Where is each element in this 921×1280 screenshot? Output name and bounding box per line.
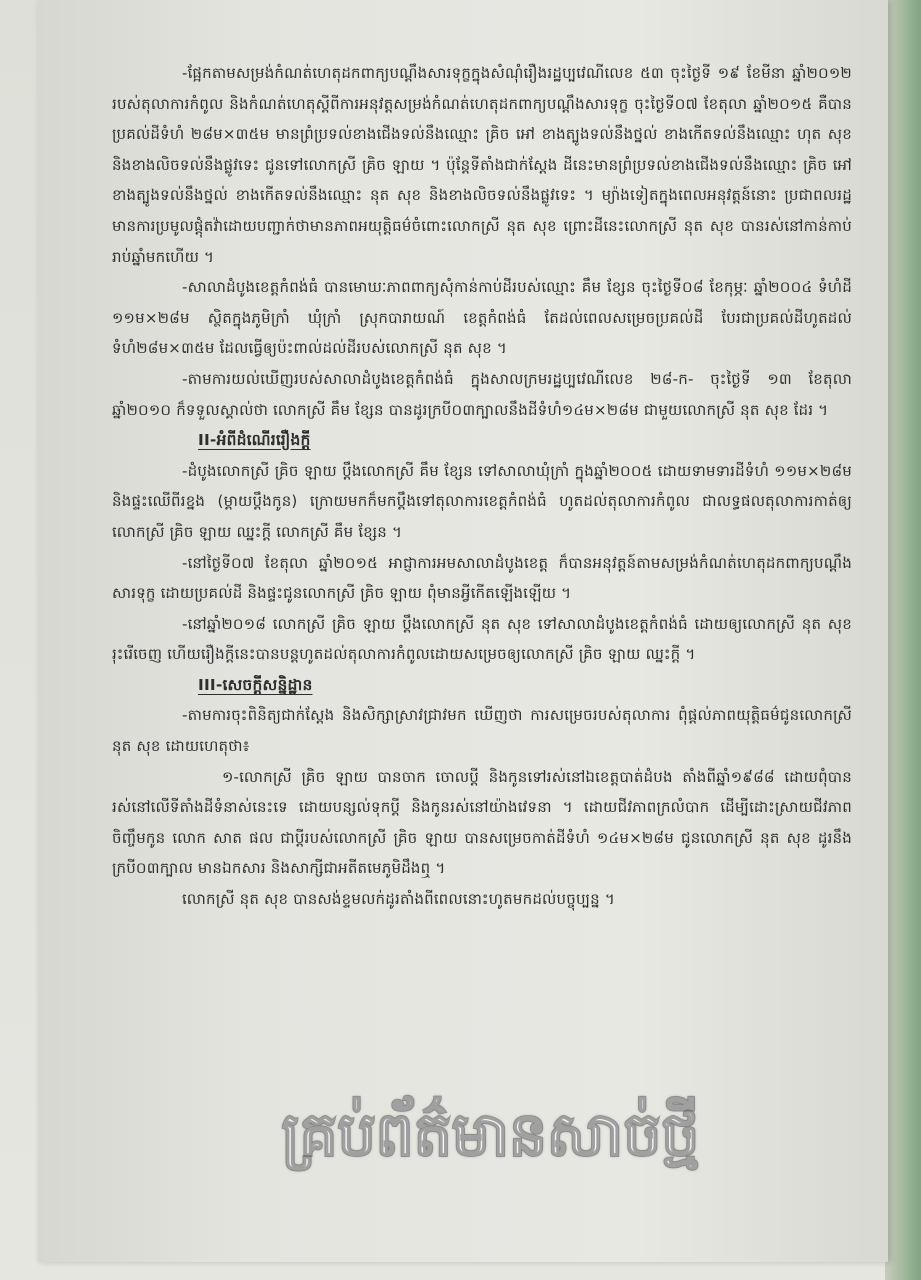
paragraph-initial-complaint: -ដំបូងលោកស្រី គ្រិច ឡាយ ប្ដឹងលោកស្រី គឹម ខ្សែន ទៅសាលាឃុំក្រាំ ក្នុងឆ្នាំ២០០៥ ដោយទាមទារដីទំហំ ១១ម×២៨ម និងផ្ទះឈើពីរខ្នង (ម្ដាយប្ដឹងកូន) ក្រោយមកក៏មកប្ដឹងទៅតុលាការខេត្តកំពង់ធំ ហូតដល់តុលាការកំពូល ជាលទ្ធផលតុលាការកាត់ឲ្យលោកស្រី គ្រិច ឡាយ ឈ្នះក្ដី លោកស្រី គឹម ខ្សែន ។ <box>112 461 852 541</box>
paragraph-conclusion-intro: -តាមការចុះពិនិត្យជាក់ស្ដែង និងសិក្សាស្រាវជ្រាវមក ឃើញថា ការសម្រេចរបស់តុលាការ ពុំផ្ដល់ភាពយុត្តិធម៌ជូនលោកស្រី នុត សុខ ដោយហេតុថា៖ <box>112 706 852 756</box>
numbered-point-1: ១-លោកស្រី គ្រិច ឡាយ បានចាក ចោលប្ដី និងកូនទៅរស់នៅឯខេត្តបាត់ដំបង តាំងពីឆ្នាំ១៩៨៨ ដោយពុំបានរស់នៅលើទីតាំងដីទំនាស់នេះទេ ដោយបន្សល់ទុកប្ដី និងកូនរស់នៅយ៉ាងវេទនា ។ ដោយជីវភាពក្រលំបាក ដើម្បីដោះស្រាយជីវភាពចិញ្ចឹមកូន លោក សាត ផល ជាប្ដីរបស់លោកស្រី គ្រិច ឡាយ បានសម្រេចកាត់ដីទំហំ ១៤ម×២៨ម ជូនលោកស្រី នុត សុខ ដូរនឹងក្របី០៣ក្បាល មានឯកសារ និងសាក្សីជាអតីតមេភូមិដឹងឮ ។ <box>112 767 852 878</box>
green-background-edge <box>885 0 921 1280</box>
paragraph-court-record: -ផ្អែកតាមសម្រង់កំណត់ហេតុដកពាក្យបណ្ដឹងសារទុក្ខក្នុងសំណុំរឿងរដ្ឋប្បវេណីលេខ ៥៣ ចុះថ្ងៃទី ១៩ ខែមីនា ឆ្នាំ២០១២ របស់តុលាការកំពូល និងកំណត់ហេតុស្ដីពីការអនុវត្តសម្រង់កំណត់ហេតុដកពាក្យបណ្ដឹងសារទុក្ខ ចុះថ្ងៃទី០៧ ខែតុលា ឆ្នាំ២០១៥ គឺបានប្រគល់ដីទំហំ ២៨ម×៣៥ម មានព្រំប្រទល់ខាងជើងទល់នឹងឈ្មោះ គ្រិច អៅ ខាងត្បូងទល់នឹងថ្នល់ ខាងកើតទល់នឹងឈ្មោះ ហុត សុខ និងខាងលិចទល់នឹងផ្លូវទេះ ជូនទៅលោកស្រី គ្រិច ឡាយ ។ ប៉ុន្តែទីតាំងជាក់ស្ដែង ដីនេះមានព្រំប្រទល់ខាងជើងទល់នឹងឈ្មោះ គ្រិច អៅ ខាងត្បូងទល់នឹងថ្នល់ ខាងកើតទល់នឹងឈ្មោះ នុត សុខ និងខាងលិចទល់នឹងផ្លូវទេះ ។ ម្យ៉ាងទៀតក្នុងពេលអនុវត្តន៍នោះ ប្រជាពលរដ្ឋមានការប្រមូលផ្ដុំតវ៉ាដោយបញ្ជាក់ថាមានភាពអយុត្តិធម៌ចំពោះលោកស្រី នុត សុខ ព្រោះដីនេះលោកស្រី នុត សុខ បានរស់នៅកាន់កាប់រាប់ឆ្នាំមកហើយ ។ <box>112 64 852 266</box>
numbered-point-2-partial: លោកស្រី នុត សុខ បានសង់ខ្ទមលក់ដូរតាំងពីពេលនោះហូតមកដល់បច្ចុប្បន្ន ។ <box>182 890 615 909</box>
section-heading-conclusion: III-សេចក្ដីសន្និដ្ឋាន <box>198 675 313 694</box>
document-body <box>112 58 852 915</box>
paragraph-enforcement: -នៅថ្ងៃទី០៧ ខែតុលា ឆ្នាំ២០១៥ អាជ្ញាការអមសាលាដំបូងខេត្ត ក៏បានអនុវត្តន៍តាមសម្រង់កំណត់ហេតុដកពាក្យបណ្ដឹងសារទុក្ខ ដោយប្រគល់ដី និងផ្ទះជូនលោកស្រី គ្រិច ឡាយ ពុំមានអ្វីកើតឡើងឡើយ ។ <box>112 553 852 603</box>
paragraph-civil-judgment: -តាមការយល់ឃើញរបស់សាលាដំបូងខេត្តកំពង់ធំ ក្នុងសាលក្រមរដ្ឋប្បវេណីលេខ ២៨-ក- ចុះថ្ងៃទី ១៣ ខែតុលា ឆ្នាំ២០១០ ក៏ទទួលស្គាល់ថា លោកស្រី គឹម ខ្សែន បានដូរក្របី០៣ក្បាលនឹងដីទំហំ១៤ម×២៨ម ជាមួយលោកស្រី នុត សុខ ដែរ ។ <box>112 369 852 419</box>
paragraph-provincial-court: -សាលាដំបូងខេត្តកំពង់ធំ បានមោឃៈភាពពាក្យសុំកាន់កាប់ដីរបស់ឈ្មោះ គឹម ខ្សែន ចុះថ្ងៃទី០៨ ខែកុម្ភៈ ឆ្នាំ២០០៤ ទំហំដី ១១ម×២៨ម ស្ថិតក្នុងភូមិក្រាំ ឃុំក្រាំ ស្រុកបារាយណ៍ ខេត្តកំពង់ធំ តែដល់ពេលសម្រេចប្រគល់ដី បែរជាប្រគល់ដីហូតដល់ទំហំ២៨ម×៣៥ម ដែលធ្វើឲ្យប៉ះពាល់ដល់ដីរបស់លោកស្រី នុត សុខ ។ <box>112 278 852 358</box>
section-heading-case-history: II-អំពីដំណើររឿងក្ដី <box>198 431 311 450</box>
paragraph-2018-complaint: -នៅឆ្នាំ២០១៨ លោកស្រី គ្រិច ឡាយ ប្ដឹងលោកស្រី នុត សុខ ទៅសាលាដំបូងខេត្តកំពង់ធំ ដោយឲ្យលោកស្រី នុត សុខ រុះរើចេញ ហើយរឿងក្ដីនេះបានបន្តហូតដល់តុលាការកំពូលដោយសម្រេចឲ្យលោកស្រី គ្រិច ឡាយ ឈ្នះក្ដី ។ <box>112 614 852 664</box>
watermark-logo-text: គ្រប់ព័ត៌មានសាច់ថ្មី <box>281 1100 700 1170</box>
